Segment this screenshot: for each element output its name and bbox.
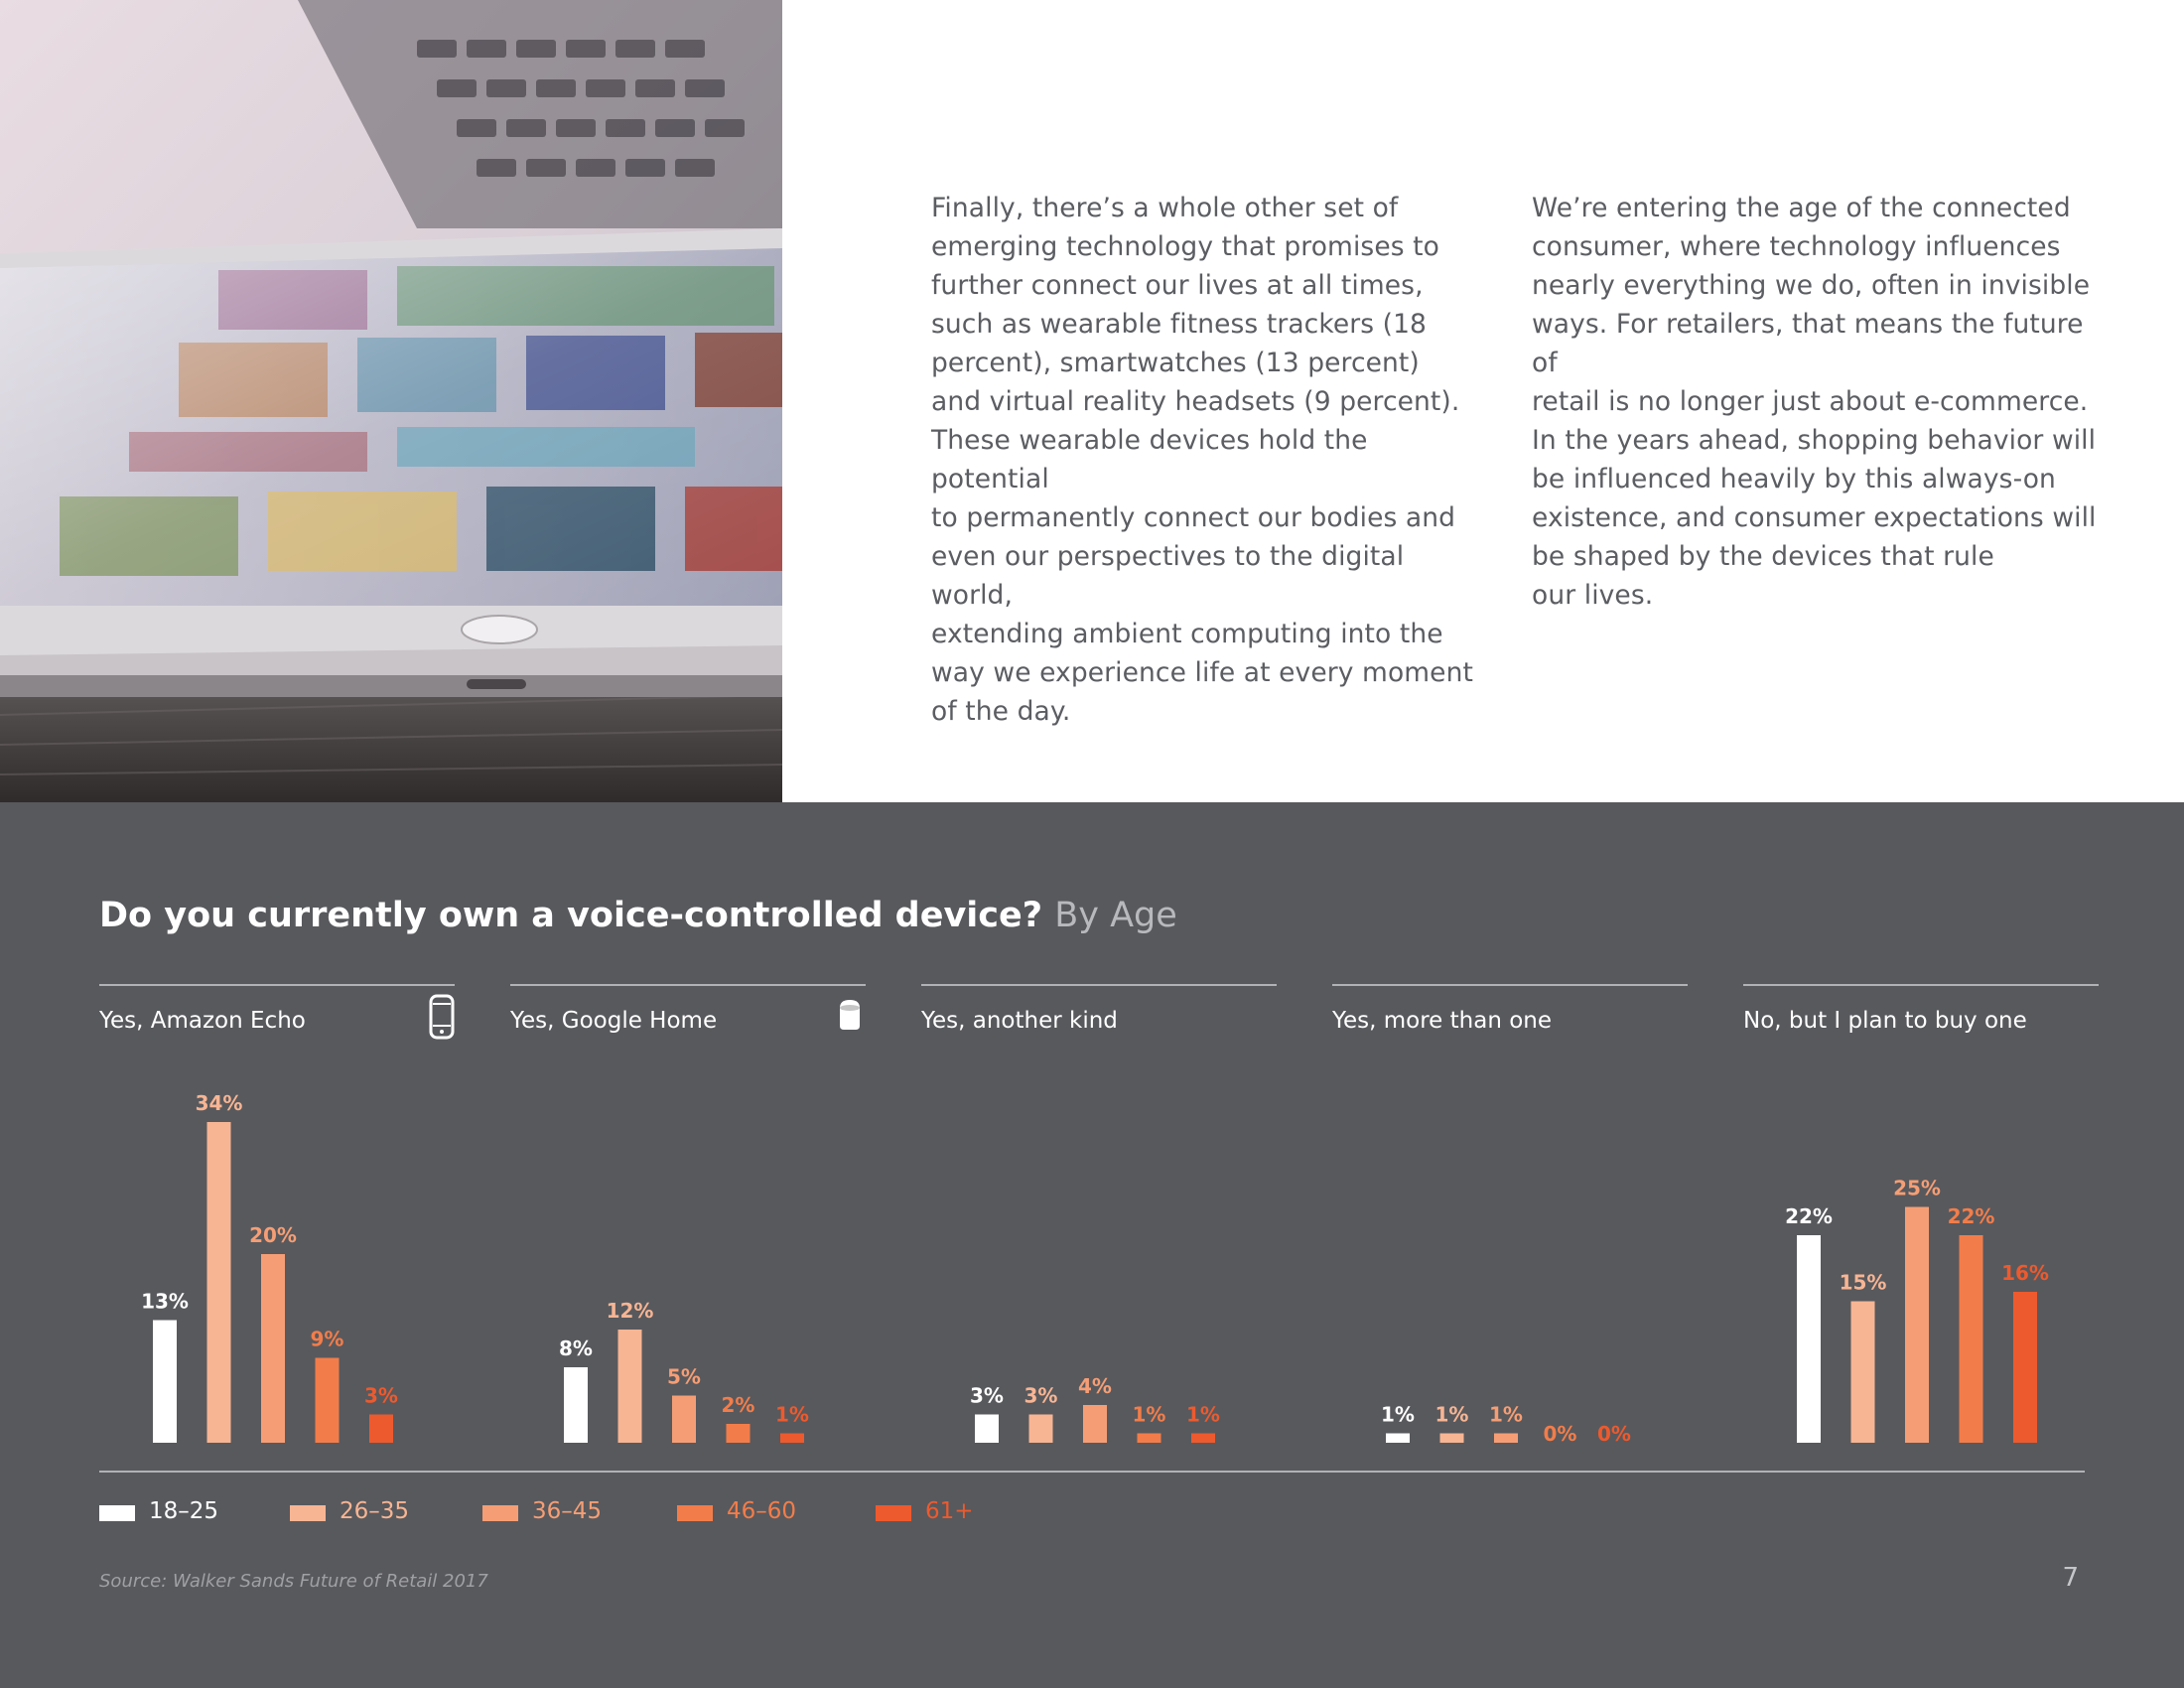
bar-yes-amazon-echo-18-25 [153,1321,177,1444]
chart-title [99,896,1177,935]
category-rule [921,984,1277,986]
chart-panel [0,802,2184,1688]
bar-yes-amazon-echo-46-60 [316,1358,340,1444]
tablet-photo [0,0,782,802]
bar-yes-another-kind-26-35 [1029,1415,1053,1444]
category-rule [510,984,866,986]
data-label: 1% [1434,1402,1469,1427]
data-label: 13% [141,1289,189,1314]
bar-yes-google-home-61 [780,1434,804,1444]
data-label: 3% [970,1383,1004,1408]
legend-swatch [290,1505,326,1521]
category-rule [1332,984,1688,986]
legend-label: 26–35 [340,1498,410,1524]
bar-no-but-i-plan-to-buy-one-18-25 [1797,1235,1821,1443]
data-label: 3% [1024,1383,1058,1408]
bar-yes-more-than-one-26-35 [1440,1434,1464,1444]
data-label: 25% [1893,1176,1941,1200]
bar-yes-amazon-echo-61 [369,1415,393,1444]
bar-yes-more-than-one-18-25 [1386,1434,1410,1444]
data-label: 1% [775,1402,809,1427]
bar-yes-amazon-echo-36-45 [261,1254,285,1443]
bar-yes-more-than-one-36-45 [1494,1434,1518,1444]
category-label: No, but I plan to buy one [1743,1008,2027,1034]
data-label: 1% [1132,1402,1166,1427]
data-label: 0% [1597,1422,1631,1446]
body-text-right-column [1532,189,2108,615]
bar-yes-amazon-echo-26-35 [207,1122,231,1443]
category-label: Yes, another kind [921,1008,1118,1034]
legend-swatch [482,1505,518,1521]
data-label: 12% [606,1299,654,1323]
category-rule [1743,984,2099,986]
data-label: 22% [1947,1204,1995,1228]
paragraph-right: We’re entering the age of the connected consumer, where technology influences nearly everything we do, often in invisible ways. For retailers, that means the future of retail is no longer just about e-commerce. In the years ahead, shopping behavior will be influenced heavily by this always-on existence, and consumer expectations will be shaped by the devices that rule our lives. [1532,193,2097,611]
data-label: 9% [310,1327,344,1351]
chart-baseline [99,1471,2085,1473]
data-label: 22% [1785,1204,1833,1228]
data-label: 20% [249,1223,297,1247]
data-label: 8% [559,1336,593,1360]
bar-no-but-i-plan-to-buy-one-46-60 [1960,1235,1983,1443]
category-label: Yes, Amazon Echo [99,1008,306,1034]
tablet-photo-illustration [0,0,782,802]
category-label: Yes, Google Home [510,1008,718,1034]
bar-yes-another-kind-61 [1191,1434,1215,1444]
bar-yes-another-kind-36-45 [1083,1405,1107,1443]
data-label: 16% [2001,1261,2049,1285]
paragraph-left: Finally, there’s a whole other set of emerging technology that promises to further connect our lives at all times, such as wearable fitness trackers (18 percent), smartwatches (13 percent) and virtual reality headsets (9 percent). These wearable devices hold the potential to permanently connect our bodies and even our perspectives to the digital world, extending ambient computing into the way we experience life at every moment of the day. [931,193,1473,727]
bar-yes-google-home-46-60 [727,1424,751,1443]
data-label: 2% [721,1393,755,1417]
bar-yes-google-home-18-25 [564,1367,588,1443]
data-label: 1% [1186,1402,1220,1427]
legend-label: 36–45 [532,1498,603,1524]
data-label: 1% [1489,1402,1523,1427]
bar-yes-google-home-26-35 [618,1330,642,1443]
google-home-icon [838,998,862,1036]
source-note: Source: Walker Sands Future of Retail 2017 [99,1571,488,1592]
category-label: Yes, more than one [1332,1008,1553,1034]
amazon-echo-icon [429,994,455,1044]
legend-label: 18–25 [149,1498,219,1524]
chart-subtitle: By Age [1054,896,1177,935]
bar-yes-another-kind-18-25 [975,1415,999,1444]
legend-swatch [99,1505,135,1521]
legend-swatch [677,1505,713,1521]
data-label: 5% [667,1364,701,1389]
chart-title-main: Do you currently own a voice-controlled device? [99,896,1043,935]
data-label: 0% [1543,1422,1577,1446]
data-label: 1% [1381,1402,1415,1427]
body-text-left-column [931,189,1487,731]
data-label: 15% [1839,1270,1887,1295]
bar-no-but-i-plan-to-buy-one-36-45 [1905,1207,1929,1444]
legend-label: 61+ [925,1498,974,1524]
page-number: 7 [2062,1563,2079,1593]
top-section [0,0,2184,802]
legend-swatch [876,1505,911,1521]
data-label: 4% [1078,1374,1112,1398]
bar-yes-google-home-36-45 [672,1396,696,1444]
legend-label: 46–60 [727,1498,797,1524]
bar-no-but-i-plan-to-buy-one-61 [2013,1292,2037,1443]
category-rule [99,984,455,986]
bar-no-but-i-plan-to-buy-one-26-35 [1851,1302,1875,1444]
data-label: 3% [364,1383,398,1408]
bar-yes-another-kind-46-60 [1138,1434,1161,1444]
data-label: 34% [195,1091,243,1115]
